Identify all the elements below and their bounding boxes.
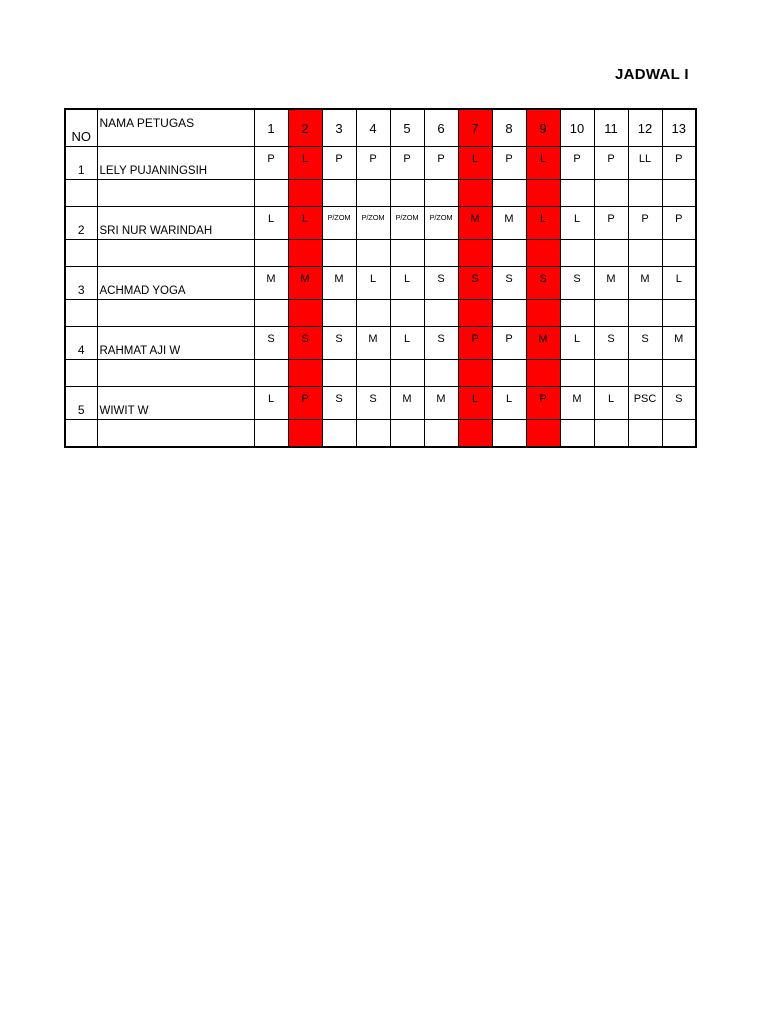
shift-cell[interactable]: P: [492, 147, 526, 180]
blank-cell: [424, 180, 458, 207]
shift-cell[interactable]: L: [390, 327, 424, 360]
shift-cell[interactable]: P: [492, 327, 526, 360]
blank-cell: [594, 360, 628, 387]
blank-row: [65, 300, 696, 327]
blank-cell: [254, 360, 288, 387]
shift-cell[interactable]: M: [492, 207, 526, 240]
shift-cell[interactable]: P: [662, 207, 696, 240]
shift-cell[interactable]: L: [390, 267, 424, 300]
blank-cell: [424, 360, 458, 387]
blank-cell: [65, 420, 97, 448]
blank-cell: [560, 180, 594, 207]
shift-cell[interactable]: M: [322, 267, 356, 300]
shift-cell[interactable]: M: [560, 387, 594, 420]
blank-cell: [356, 360, 390, 387]
blank-cell: [458, 420, 492, 448]
blank-cell: [322, 240, 356, 267]
shift-cell[interactable]: S: [492, 267, 526, 300]
blank-cell: [356, 240, 390, 267]
row-name: ACHMAD YOGA: [97, 267, 254, 300]
blank-cell: [356, 300, 390, 327]
blank-cell: [65, 180, 97, 207]
shift-cell[interactable]: M: [288, 267, 322, 300]
header-day-6: 6: [424, 109, 458, 147]
blank-cell: [97, 240, 254, 267]
blank-cell: [97, 360, 254, 387]
blank-cell: [390, 240, 424, 267]
shift-cell[interactable]: M: [628, 267, 662, 300]
row-no: 4: [65, 327, 97, 360]
blank-row: [65, 180, 696, 207]
shift-cell[interactable]: S: [662, 387, 696, 420]
blank-cell: [390, 360, 424, 387]
blank-cell: [424, 420, 458, 448]
blank-cell: [288, 420, 322, 448]
blank-cell: [424, 240, 458, 267]
blank-cell: [628, 300, 662, 327]
shift-cell[interactable]: P: [628, 207, 662, 240]
blank-row: [65, 420, 696, 448]
header-day-5: 5: [390, 109, 424, 147]
blank-cell: [560, 360, 594, 387]
shift-cell[interactable]: S: [628, 327, 662, 360]
header-name: NAMA PETUGAS: [97, 109, 254, 147]
blank-cell: [560, 240, 594, 267]
shift-cell[interactable]: L: [594, 387, 628, 420]
blank-cell: [458, 360, 492, 387]
shift-cell[interactable]: L: [560, 327, 594, 360]
shift-cell[interactable]: L: [492, 387, 526, 420]
shift-cell[interactable]: P: [458, 327, 492, 360]
table-row: [65, 207, 696, 240]
header-day-12: 12: [628, 109, 662, 147]
row-no: 5: [65, 387, 97, 420]
blank-cell: [458, 180, 492, 207]
blank-cell: [65, 300, 97, 327]
shift-cell[interactable]: P/ZOM: [424, 207, 458, 240]
header-row: [65, 109, 696, 147]
shift-cell[interactable]: L: [526, 147, 560, 180]
shift-cell[interactable]: L: [458, 387, 492, 420]
shift-cell[interactable]: M: [356, 327, 390, 360]
shift-cell[interactable]: P: [288, 387, 322, 420]
shift-cell[interactable]: M: [458, 207, 492, 240]
blank-cell: [390, 300, 424, 327]
row-no: 1: [65, 147, 97, 180]
row-name: LELY PUJANINGSIH: [97, 147, 254, 180]
shift-cell[interactable]: L: [526, 207, 560, 240]
blank-cell: [356, 180, 390, 207]
header-day-11: 11: [594, 109, 628, 147]
shift-cell[interactable]: P: [662, 147, 696, 180]
blank-cell: [97, 180, 254, 207]
shift-cell[interactable]: S: [526, 267, 560, 300]
shift-cell[interactable]: P: [526, 387, 560, 420]
header-day-1: 1: [254, 109, 288, 147]
header-day-13: 13: [662, 109, 696, 147]
blank-cell: [628, 180, 662, 207]
blank-row: [65, 240, 696, 267]
shift-cell[interactable]: P: [322, 147, 356, 180]
shift-cell[interactable]: S: [254, 327, 288, 360]
shift-cell[interactable]: M: [594, 267, 628, 300]
blank-cell: [458, 240, 492, 267]
blank-cell: [458, 300, 492, 327]
shift-cell[interactable]: L: [356, 267, 390, 300]
shift-cell[interactable]: S: [458, 267, 492, 300]
shift-cell[interactable]: P: [390, 147, 424, 180]
blank-cell: [662, 240, 696, 267]
blank-cell: [662, 360, 696, 387]
shift-cell[interactable]: L: [288, 207, 322, 240]
table-row: [65, 267, 696, 300]
blank-cell: [628, 240, 662, 267]
blank-cell: [662, 180, 696, 207]
shift-cell[interactable]: M: [526, 327, 560, 360]
header-day-9: 9: [526, 109, 560, 147]
header-no: NO: [65, 109, 97, 147]
blank-cell: [322, 360, 356, 387]
shift-cell[interactable]: L: [288, 147, 322, 180]
blank-cell: [492, 360, 526, 387]
blank-cell: [492, 240, 526, 267]
blank-cell: [526, 360, 560, 387]
blank-cell: [390, 180, 424, 207]
row-name: WIWIT W: [97, 387, 254, 420]
header-day-3: 3: [322, 109, 356, 147]
blank-cell: [65, 360, 97, 387]
row-no: 2: [65, 207, 97, 240]
shift-cell[interactable]: LL: [628, 147, 662, 180]
shift-cell[interactable]: M: [390, 387, 424, 420]
blank-cell: [526, 240, 560, 267]
table-row: [65, 327, 696, 360]
header-day-8: 8: [492, 109, 526, 147]
header-day-7: 7: [458, 109, 492, 147]
row-name: RAHMAT AJI W: [97, 327, 254, 360]
schedule-table: [64, 108, 697, 448]
blank-cell: [662, 420, 696, 448]
shift-cell[interactable]: S: [322, 327, 356, 360]
shift-cell[interactable]: L: [560, 207, 594, 240]
schedule-title: JADWAL I: [615, 66, 689, 83]
blank-cell: [288, 240, 322, 267]
row-no: 3: [65, 267, 97, 300]
shift-cell[interactable]: S: [424, 267, 458, 300]
table-row: [65, 387, 696, 420]
blank-cell: [492, 420, 526, 448]
shift-cell[interactable]: P: [560, 147, 594, 180]
shift-cell[interactable]: S: [560, 267, 594, 300]
header-day-10: 10: [560, 109, 594, 147]
blank-cell: [254, 180, 288, 207]
blank-cell: [288, 360, 322, 387]
blank-cell: [492, 300, 526, 327]
shift-cell[interactable]: P/ZOM: [390, 207, 424, 240]
blank-cell: [594, 180, 628, 207]
shift-cell[interactable]: S: [322, 387, 356, 420]
blank-cell: [254, 240, 288, 267]
blank-cell: [560, 300, 594, 327]
shift-cell[interactable]: M: [662, 327, 696, 360]
shift-cell[interactable]: S: [356, 387, 390, 420]
blank-cell: [526, 300, 560, 327]
blank-cell: [65, 240, 97, 267]
shift-cell[interactable]: S: [424, 327, 458, 360]
blank-cell: [594, 420, 628, 448]
shift-cell[interactable]: P: [254, 147, 288, 180]
shift-cell[interactable]: P: [594, 207, 628, 240]
blank-cell: [662, 300, 696, 327]
blank-cell: [322, 420, 356, 448]
shift-cell[interactable]: S: [288, 327, 322, 360]
blank-cell: [322, 180, 356, 207]
blank-cell: [526, 180, 560, 207]
shift-cell[interactable]: P: [424, 147, 458, 180]
row-name: SRI NUR WARINDAH: [97, 207, 254, 240]
shift-cell[interactable]: S: [594, 327, 628, 360]
blank-cell: [594, 240, 628, 267]
shift-cell[interactable]: M: [424, 387, 458, 420]
header-day-4: 4: [356, 109, 390, 147]
blank-cell: [97, 420, 254, 448]
shift-cell[interactable]: P/ZOM: [322, 207, 356, 240]
blank-row: [65, 360, 696, 387]
blank-cell: [254, 420, 288, 448]
blank-cell: [628, 360, 662, 387]
blank-cell: [97, 300, 254, 327]
header-day-2: 2: [288, 109, 322, 147]
blank-cell: [254, 300, 288, 327]
blank-cell: [288, 180, 322, 207]
shift-cell[interactable]: L: [254, 207, 288, 240]
blank-cell: [356, 420, 390, 448]
shift-cell[interactable]: PSC: [628, 387, 662, 420]
shift-cell[interactable]: P: [594, 147, 628, 180]
blank-cell: [322, 300, 356, 327]
shift-cell[interactable]: M: [254, 267, 288, 300]
blank-cell: [526, 420, 560, 448]
blank-cell: [628, 420, 662, 448]
blank-cell: [594, 300, 628, 327]
table-row: [65, 147, 696, 180]
blank-cell: [390, 420, 424, 448]
blank-cell: [424, 300, 458, 327]
shift-cell[interactable]: L: [662, 267, 696, 300]
blank-cell: [560, 420, 594, 448]
shift-cell[interactable]: L: [254, 387, 288, 420]
blank-cell: [492, 180, 526, 207]
blank-cell: [288, 300, 322, 327]
shift-cell[interactable]: L: [458, 147, 492, 180]
shift-cell[interactable]: P: [356, 147, 390, 180]
shift-cell[interactable]: P/ZOM: [356, 207, 390, 240]
